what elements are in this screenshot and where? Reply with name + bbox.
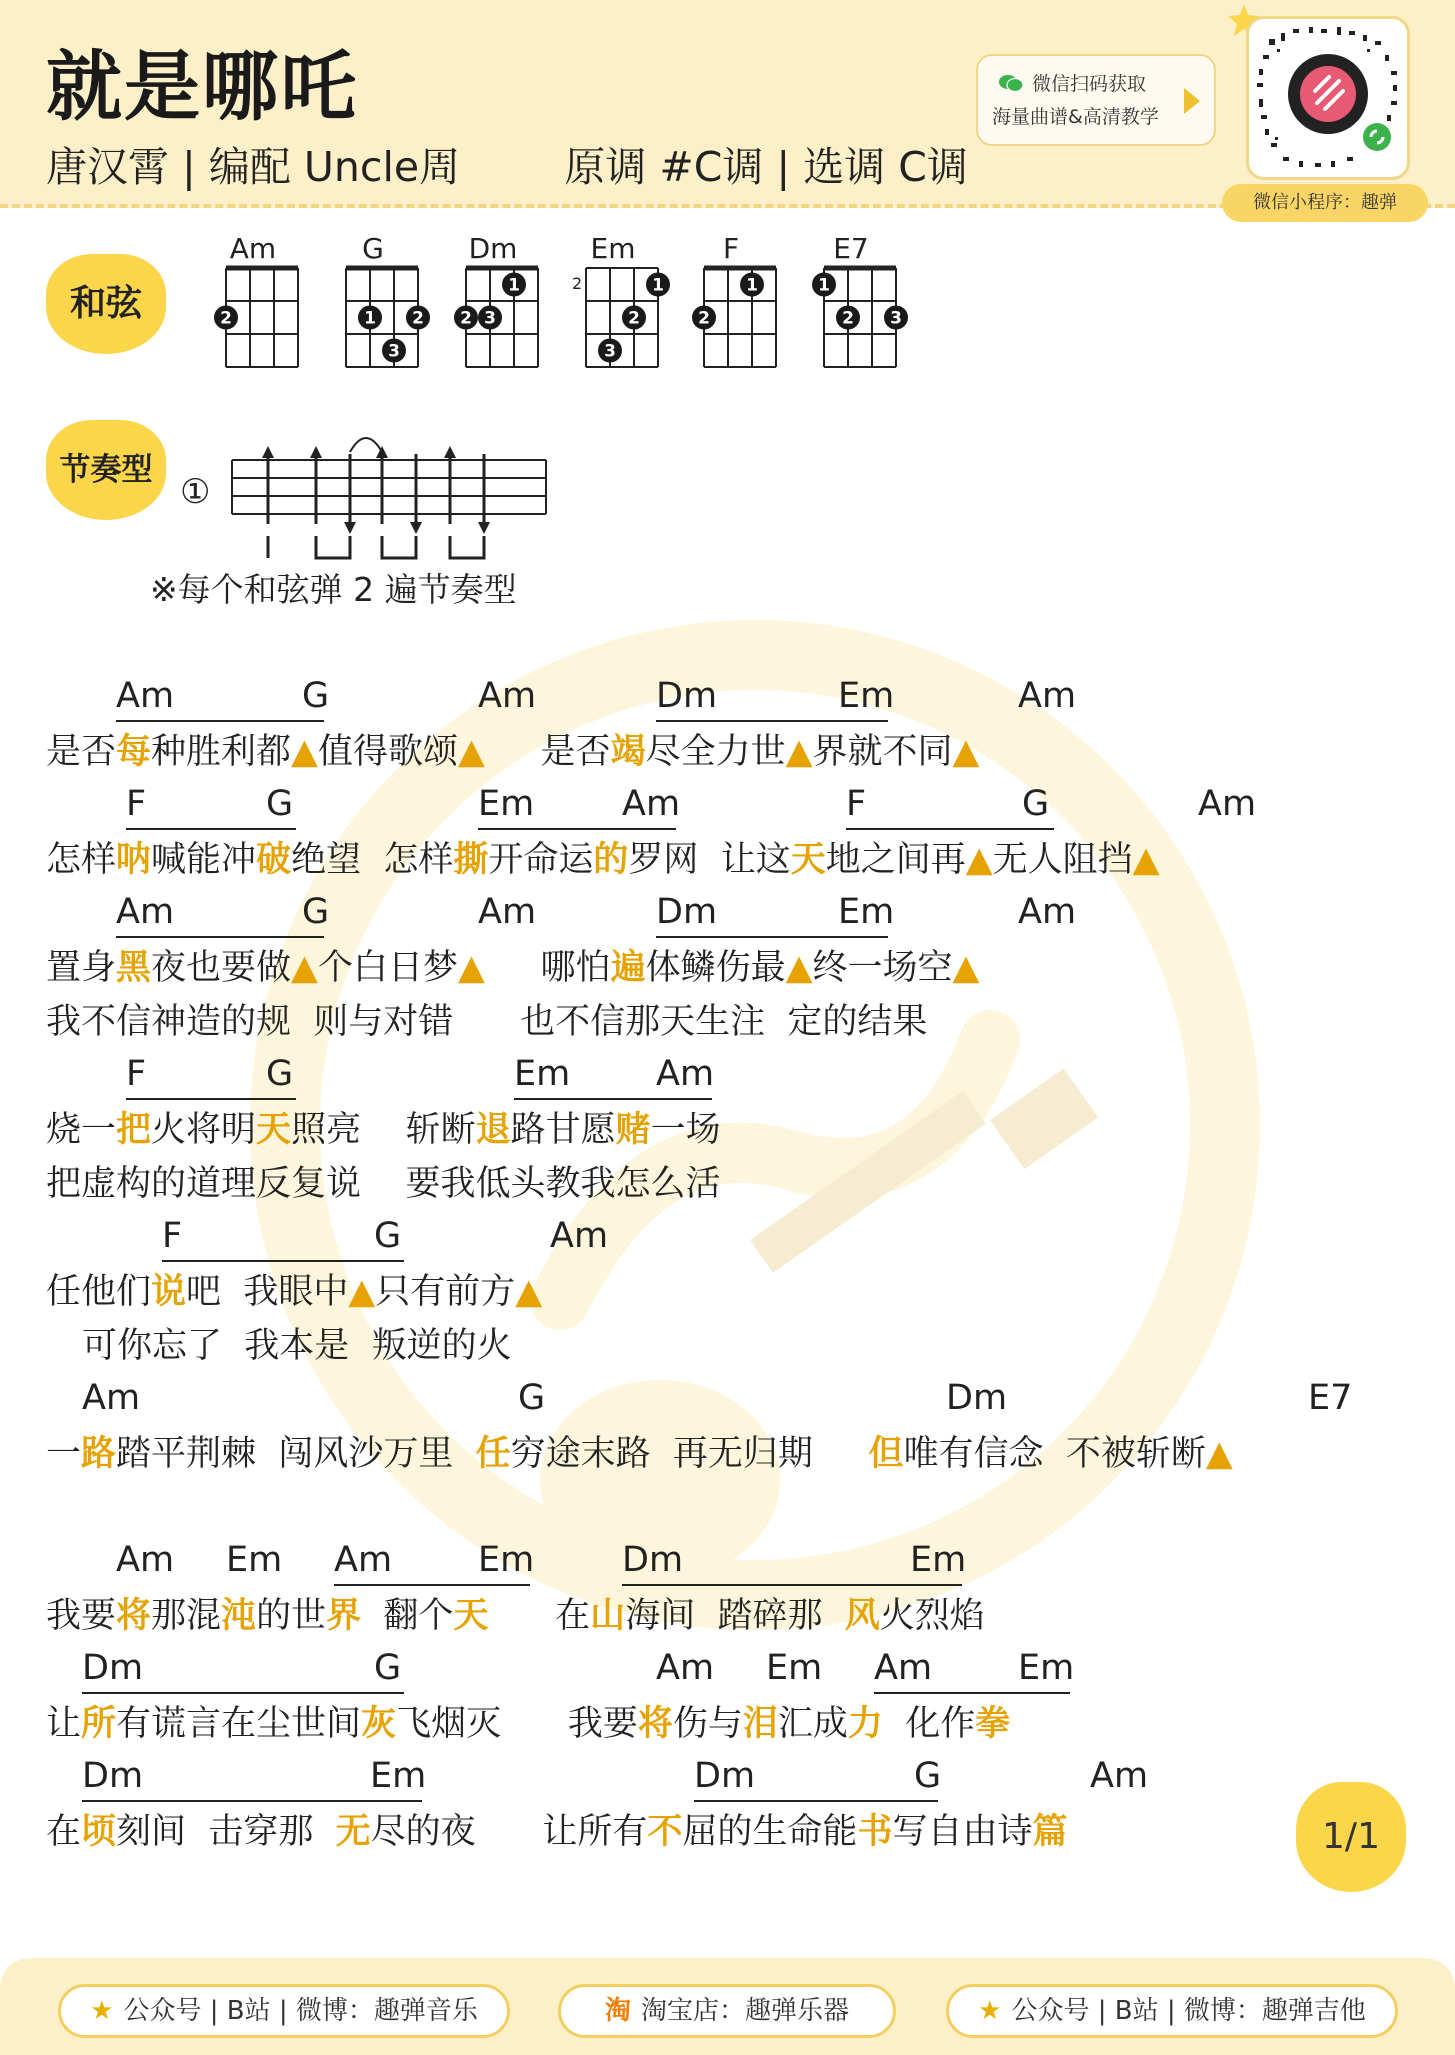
footer-social-music[interactable]	[58, 1984, 510, 2038]
finger-number: 1	[652, 275, 664, 296]
lyric-line	[82, 1318, 512, 1368]
lyric-accent: 书	[857, 1812, 893, 1852]
chord-label: Dm	[656, 676, 718, 716]
lyric-accent: 拳	[975, 1704, 1011, 1744]
triangle-marker: ▲	[1205, 1434, 1233, 1474]
chord-label: Em	[478, 1540, 535, 1580]
lyric-text: 无人阻挡	[992, 840, 1133, 880]
triangle-marker: ▲	[457, 732, 485, 772]
lyric-text: 是否	[540, 732, 611, 772]
lyric-text: 火烈焰	[879, 1596, 985, 1636]
lyric-line	[46, 994, 927, 1044]
lyric-accent: 的	[593, 840, 629, 880]
chord-label: Em	[478, 784, 535, 824]
lyric-accent: 破	[256, 840, 292, 880]
finger-number: 2	[220, 308, 232, 329]
lyric-line	[46, 1804, 1067, 1854]
chord-label: Em	[910, 1540, 967, 1580]
chord-label: Em	[370, 1756, 427, 1796]
chord-label: Dm	[622, 1540, 684, 1580]
chord-label: Am	[478, 676, 537, 716]
lyric-accent: 界	[326, 1596, 362, 1636]
lyric-text: 刻间	[116, 1812, 187, 1852]
lyric-text: 路甘愿	[510, 1110, 616, 1150]
footer-social-guitar[interactable]	[946, 1984, 1398, 2038]
chord-label: Am	[622, 784, 681, 824]
chord-underline	[126, 1098, 296, 1100]
lyric-text: 尽的夜	[370, 1812, 476, 1852]
finger-number: 1	[508, 275, 520, 296]
finger-number: 2	[698, 308, 710, 329]
chord-line	[0, 1648, 1455, 1692]
chord-label: Em	[766, 1648, 823, 1688]
lyric-text: 喊能冲	[151, 840, 257, 880]
chord-label: G	[302, 676, 330, 716]
lyric-text: 任他们	[46, 1272, 152, 1312]
lyric-line	[46, 1426, 1233, 1476]
chord-label: Em	[838, 892, 895, 932]
chord-underline	[116, 936, 324, 938]
chord-label: Em	[514, 1054, 571, 1094]
lyric-text: 照亮	[291, 1110, 362, 1150]
base-fret-number: 2	[572, 274, 583, 293]
lyric-text: 则与对错	[313, 1002, 454, 1042]
lyric-line	[46, 1696, 1010, 1746]
lyric-text: 可你忘了	[82, 1326, 223, 1366]
footer-text: 公众号 | B站 | 微博：趣弹音乐	[123, 1996, 478, 2026]
finger-number: 2	[628, 308, 640, 329]
chord-name: F	[722, 232, 740, 265]
chord-label: G	[266, 1054, 294, 1094]
chord-label: F	[846, 784, 867, 824]
chord-label: G	[914, 1756, 942, 1796]
song-title: 就是哪吒	[46, 42, 358, 131]
lyric-accent: 把	[116, 1110, 152, 1150]
chord-label: F	[126, 784, 147, 824]
lyric-text: 踏碎那	[717, 1596, 823, 1636]
lyric-text: 只有前方	[375, 1272, 516, 1312]
triangle-marker: ▲	[952, 948, 980, 988]
lyric-text: 让所有	[542, 1812, 648, 1852]
lyric-line	[46, 724, 979, 774]
chord-line	[0, 892, 1455, 936]
chord-label: Am	[550, 1216, 609, 1256]
lyric-text: 要我低头教我怎么活	[405, 1164, 721, 1204]
chord-label: G	[518, 1378, 546, 1418]
chord-label: Dm	[656, 892, 718, 932]
lyric-text: 开命运	[488, 840, 594, 880]
finger-number: 1	[364, 308, 376, 329]
lyric-text: 化作	[905, 1704, 976, 1744]
chord-label: Dm	[82, 1756, 144, 1796]
lyric-text: 写自由诗	[892, 1812, 1033, 1852]
footer-taobao-store[interactable]	[558, 1984, 896, 2038]
chord-label: Am	[874, 1648, 933, 1688]
lyric-text: 也不信那天生注	[520, 1002, 766, 1042]
lyric-accent: 风	[844, 1596, 880, 1636]
lyric-text: 在	[46, 1812, 82, 1852]
chord-label: Am	[116, 1540, 175, 1580]
chord-label: Am	[1090, 1756, 1149, 1796]
chord-label: G	[1022, 784, 1050, 824]
chord-underline	[82, 1692, 404, 1694]
chord-underline	[874, 1692, 1070, 1694]
chord-label: Em	[1018, 1648, 1075, 1688]
lyric-accent: 每	[116, 732, 152, 772]
rhythm-note: ※每个和弦弹 2 遍节奏型	[150, 570, 517, 609]
triangle-marker: ▲	[952, 732, 980, 772]
triangle-marker: ▲	[348, 1272, 376, 1312]
lyric-line	[46, 1102, 721, 1152]
chord-label: Am	[656, 1054, 715, 1094]
lyric-text: 尽全力世	[645, 732, 786, 772]
lyric-text: 的世	[256, 1596, 327, 1636]
lyric-accent: 沌	[221, 1596, 257, 1636]
rhythm-badge: 节奏型	[46, 420, 166, 520]
lyric-accent: 将	[637, 1704, 673, 1744]
chord-name: Em	[590, 232, 636, 265]
lyric-accent: 赌	[615, 1110, 651, 1150]
lyric-text: 火将明	[151, 1110, 257, 1150]
rhythm-number: ①	[180, 472, 211, 512]
chord-label: Am	[334, 1540, 393, 1580]
chord-label: E7	[1308, 1378, 1353, 1418]
lyric-text: 让	[46, 1704, 82, 1744]
chord-name: Dm	[468, 232, 518, 265]
lyric-text: 怎样	[383, 840, 454, 880]
qr-code-graphic	[1249, 19, 1407, 177]
lyric-accent: 篇	[1032, 1812, 1068, 1852]
lyric-text: 夜也要做	[151, 948, 292, 988]
lyric-text: 罗网	[628, 840, 699, 880]
chord-name: Am	[229, 232, 277, 265]
lyric-text: 一	[46, 1434, 82, 1474]
lyric-text: 绝望	[291, 840, 362, 880]
lyric-text: 汇成	[777, 1704, 848, 1744]
chord-label: F	[162, 1216, 183, 1256]
lyric-accent: 黑	[116, 948, 152, 988]
lyric-text: 再无归期	[672, 1434, 813, 1474]
lyric-text: 一场	[650, 1110, 721, 1150]
chord-underline	[162, 1260, 404, 1262]
lyric-accent: 无	[335, 1812, 371, 1852]
wechat-icon	[998, 73, 1024, 93]
chord-line	[0, 1756, 1455, 1800]
lyric-accent: 竭	[610, 732, 646, 772]
lyric-text: 斩断	[405, 1110, 476, 1150]
lyric-text: 界就不同	[812, 732, 953, 772]
chord-line	[0, 1540, 1455, 1584]
qr-code[interactable]	[1246, 16, 1410, 180]
lyric-accent: 顷	[81, 1812, 117, 1852]
finger-number: 2	[842, 308, 854, 329]
lyric-text: 在	[555, 1596, 591, 1636]
chord-label: G	[266, 784, 294, 824]
lyric-text: 我要	[46, 1596, 117, 1636]
promo-text-1: 微信扫码获取	[1032, 73, 1147, 95]
chord-label: F	[126, 1054, 147, 1094]
lyric-text: 是否	[46, 732, 117, 772]
lyric-accent: 天	[790, 840, 826, 880]
chord-label: Dm	[694, 1756, 756, 1796]
finger-number: 3	[388, 341, 400, 362]
promo-box[interactable]	[976, 54, 1216, 146]
lyric-text: 终一场空	[812, 948, 953, 988]
triangle-marker: ▲	[785, 948, 813, 988]
lyric-line	[46, 1264, 542, 1314]
lyric-text: 闯风沙万里	[278, 1434, 454, 1474]
lyric-text: 击穿那	[208, 1812, 314, 1852]
page-number-badge: 1/1	[1296, 1782, 1406, 1892]
lyric-accent: 所	[81, 1704, 117, 1744]
lyric-text: 叛逆的火	[371, 1326, 512, 1366]
artist-arranger: 唐汉霄 | 编配 Uncle周	[46, 143, 461, 191]
star-icon: ★	[978, 1996, 1002, 2026]
chord-label: Am	[478, 892, 537, 932]
finger-number: 3	[604, 341, 616, 362]
chord-underline	[622, 1584, 962, 1586]
lyric-accent: 天	[453, 1596, 489, 1636]
footer-text: 淘宝店：趣弹乐器	[641, 1996, 850, 2026]
chord-label: Am	[116, 892, 175, 932]
lyric-text: 种胜利都	[151, 732, 292, 772]
triangle-marker: ▲	[291, 732, 318, 772]
chord-line	[0, 676, 1455, 720]
finger-number: 2	[460, 308, 472, 329]
chord-label: Am	[1198, 784, 1257, 824]
lyric-text: 我不信神造的规	[46, 1002, 292, 1042]
lyric-accent: 力	[847, 1704, 883, 1744]
lyric-text: 体鳞伤最	[645, 948, 786, 988]
chord-underline	[514, 1098, 712, 1100]
lyric-text: 穷途末路	[510, 1434, 651, 1474]
chord-underline	[846, 828, 1054, 830]
lyric-line	[46, 1588, 985, 1638]
lyric-accent: 遍	[610, 948, 646, 988]
lyric-text: 不被斩断	[1065, 1434, 1206, 1474]
chord-label: Dm	[82, 1648, 144, 1688]
lyric-accent: 任	[475, 1434, 511, 1474]
chord-label: Am	[1018, 676, 1077, 716]
chord-underline	[82, 1800, 422, 1802]
lyric-text: 有谎言在尘世间	[116, 1704, 362, 1744]
lyric-text: 伤与	[672, 1704, 743, 1744]
triangle-marker: ▲	[457, 948, 485, 988]
lyric-text: 烧一	[46, 1110, 117, 1150]
promo-text-2: 海量曲谱&高清教学	[992, 106, 1159, 128]
chord-underline	[656, 720, 888, 722]
chords-badge: 和弦	[46, 254, 166, 354]
chord-underline	[126, 828, 296, 830]
lyric-text: 翻个	[383, 1596, 454, 1636]
finger-number: 1	[746, 275, 758, 296]
chord-label: Am	[82, 1378, 141, 1418]
chord-name: G	[362, 232, 384, 265]
chord-label: Em	[226, 1540, 283, 1580]
chord-underline	[334, 1584, 530, 1586]
chord-underline	[116, 720, 324, 722]
lyric-accent: 天	[256, 1110, 292, 1150]
lyric-line	[46, 1156, 721, 1206]
taobao-icon: 淘	[604, 1996, 631, 2026]
lyric-text: 我本是	[244, 1326, 350, 1366]
finger-number: 2	[412, 308, 424, 329]
key-info: 原调 #C调 | 选调 C调	[564, 143, 968, 191]
lyric-text: 哪怕	[540, 948, 611, 988]
lyric-text: 屈的生命能	[682, 1812, 858, 1852]
lyric-line	[46, 940, 979, 990]
lyric-accent: 呐	[116, 840, 152, 880]
lyric-text: 海间	[625, 1596, 696, 1636]
triangle-marker: ▲	[515, 1272, 543, 1312]
chord-label: G	[302, 892, 330, 932]
chord-label: G	[374, 1216, 402, 1256]
footer-text: 公众号 | B站 | 微博：趣弹吉他	[1011, 1996, 1366, 2026]
chord-label: G	[374, 1648, 402, 1688]
chord-underline	[694, 1800, 938, 1802]
lyric-text: 踏平荆棘	[116, 1434, 257, 1474]
arrow-right-icon	[1184, 88, 1200, 114]
triangle-marker: ▲	[1132, 840, 1160, 880]
chord-label: Am	[116, 676, 175, 716]
chord-label: Am	[656, 1648, 715, 1688]
lyric-text: 怎样	[46, 840, 117, 880]
finger-number: 3	[890, 308, 902, 329]
rhythm-pattern	[226, 424, 558, 574]
chord-grids	[0, 0, 1000, 400]
chord-line	[0, 784, 1455, 828]
lyric-text: 定的结果	[787, 1002, 928, 1042]
lyric-accent: 山	[590, 1596, 626, 1636]
chord-label: Dm	[946, 1378, 1008, 1418]
star-icon: ★	[90, 1996, 114, 2026]
lyric-text: 我眼中	[243, 1272, 349, 1312]
lyric-text: 值得歌颂	[317, 732, 458, 772]
lyric-accent: 说	[151, 1272, 187, 1312]
lyric-text: 让这	[720, 840, 791, 880]
chord-line	[0, 1054, 1455, 1098]
chord-label: Am	[1018, 892, 1077, 932]
lyric-accent: 不	[647, 1812, 683, 1852]
lyric-accent: 但	[868, 1434, 904, 1474]
mini-program-label: 微信小程序：趣弹	[1222, 184, 1428, 222]
lyric-accent: 将	[116, 1596, 152, 1636]
lyric-accent: 路	[81, 1434, 117, 1474]
lyric-accent: 泪	[742, 1704, 778, 1744]
chord-name: E7	[833, 232, 869, 265]
chord-underline	[656, 936, 888, 938]
triangle-marker: ▲	[785, 732, 813, 772]
lyric-text: 个白日梦	[317, 948, 458, 988]
lyric-line	[46, 832, 1160, 882]
lyric-text: 飞烟灭	[396, 1704, 502, 1744]
finger-number: 1	[818, 275, 830, 296]
lyric-text: 我要	[567, 1704, 638, 1744]
lyric-accent: 撕	[453, 840, 489, 880]
triangle-marker: ▲	[965, 840, 993, 880]
chord-label: Em	[838, 676, 895, 716]
lyric-text: 唯有信念	[903, 1434, 1044, 1474]
lyric-text: 把虚构的道理反复说	[46, 1164, 362, 1204]
chord-underline	[478, 828, 676, 830]
lyric-text: 那混	[151, 1596, 222, 1636]
lyric-text: 吧	[186, 1272, 222, 1312]
lyric-text: 地之间再	[825, 840, 966, 880]
lyric-accent: 退	[475, 1110, 511, 1150]
chord-line	[0, 1378, 1455, 1422]
lyric-accent: 灰	[361, 1704, 397, 1744]
triangle-marker: ▲	[291, 948, 318, 988]
lyric-text: 置身	[46, 948, 117, 988]
chord-line	[0, 1216, 1455, 1260]
finger-number: 3	[484, 308, 496, 329]
